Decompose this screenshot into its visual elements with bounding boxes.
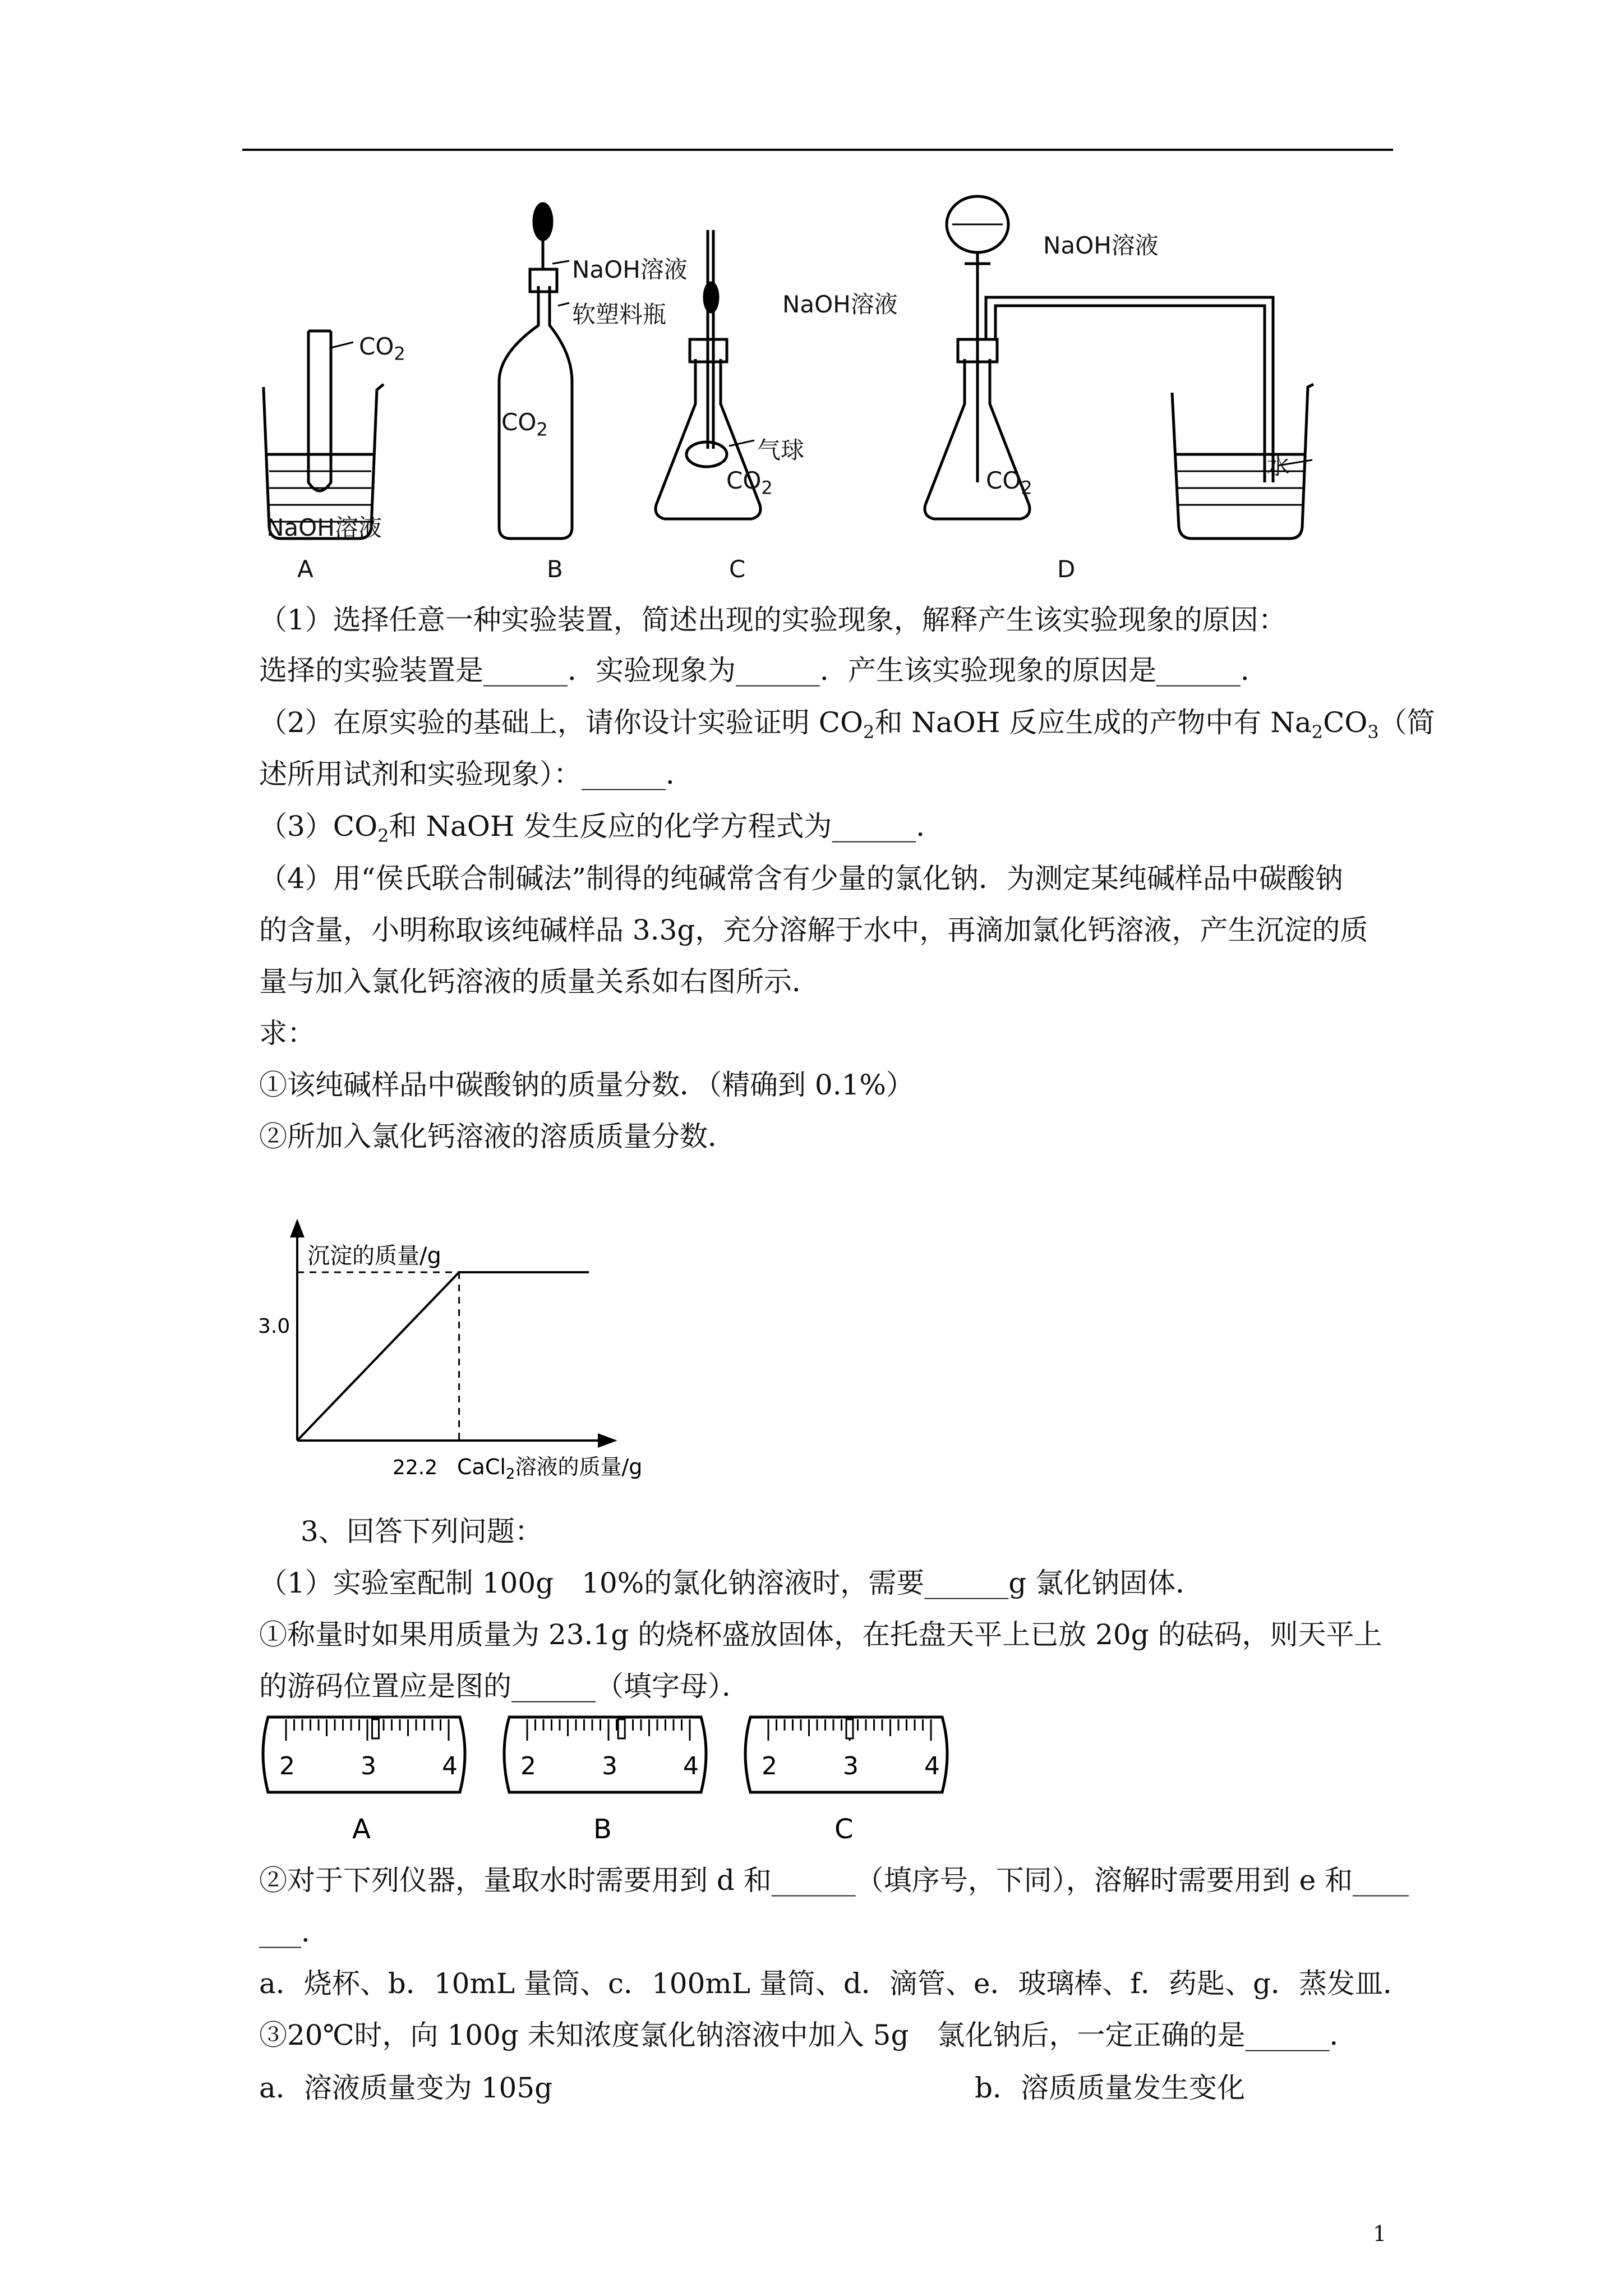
precipitate-chart bbox=[247, 1217, 673, 1481]
q2-line2: 述所用试剂和实验现象）：______． bbox=[259, 758, 694, 790]
rulers-figure bbox=[258, 1714, 965, 1854]
ruler-tick-label: 2 bbox=[762, 1752, 777, 1780]
apparatus-figure bbox=[247, 191, 1340, 595]
ruler-label: C bbox=[834, 1814, 854, 1845]
q1-line2: 选择的实验装置是______．实验现象为______．产生该实验现象的原因是______． bbox=[259, 654, 1269, 687]
ruler-tick-label: 4 bbox=[683, 1752, 699, 1780]
y-axis-label: 沉淀的质量/g bbox=[307, 1243, 441, 1269]
co2-label-a: $CO_2$ bbox=[359, 333, 405, 365]
q3-line: $(3)CO_2$和 NaOH 发生反应的化学方程式为______． bbox=[259, 810, 944, 846]
s3-instr2: ___． bbox=[259, 1916, 329, 1948]
ask-line: 求： bbox=[259, 1017, 315, 1050]
s3-weigh2: 的游码位置应是图的______（填字母）． bbox=[259, 1670, 750, 1703]
naoh-label-a: NaOH溶液 bbox=[266, 514, 382, 541]
ruler-label: A bbox=[352, 1814, 371, 1845]
balloon-label: 气球 bbox=[757, 436, 805, 464]
s3-20c: ③20℃时，向 100g 未知浓度氯化钠溶液中加入 5g 氯化钠后，一定正确的是______． bbox=[259, 2019, 1358, 2051]
x-axis-label: CaCl$_2$溶液的质量/g bbox=[457, 1455, 643, 1481]
apparatus-label-b: B bbox=[547, 555, 563, 583]
s3-title: 3、回答下列问题： bbox=[301, 1515, 543, 1548]
ruler-a bbox=[263, 1717, 465, 1845]
s3-options: a．烧杯、b．10mL 量筒、c．100mL 量筒、d．滴管、e．玻璃棒、f．药匙、g．蒸发皿． bbox=[259, 1967, 1412, 2000]
apparatus-label-d: D bbox=[1057, 555, 1076, 583]
q4-line2: 的含量，小明称取该纯碱样品 3.3g，充分溶解于水中，再滴加氯化钙溶液，产生沉淀的质 bbox=[259, 914, 1368, 946]
ruler-b bbox=[504, 1717, 706, 1845]
apparatus-label-c: C bbox=[729, 555, 746, 583]
ruler-tick-label: 4 bbox=[924, 1752, 940, 1780]
series-line bbox=[297, 1272, 589, 1441]
ask1-line: ①该纯碱样品中碳酸钠的质量分数．（精确到 0.1%） bbox=[259, 1069, 914, 1101]
header-rule bbox=[242, 149, 1393, 151]
ruler-tick-label: 3 bbox=[361, 1752, 376, 1780]
ruler-c bbox=[745, 1717, 947, 1845]
option-a: a．溶液质量变为 105g bbox=[259, 2072, 553, 2104]
q2-line1: （2）在原实验的基础上，请你设计实验证明 $CO_2$和 NaOH 反应生成的产物中有 $Na_2CO_3$（简 bbox=[259, 706, 1435, 743]
ruler-tick-label: 3 bbox=[602, 1752, 617, 1780]
naoh-label-d: NaOH溶液 bbox=[1043, 232, 1159, 259]
ruler-tick-label: 2 bbox=[520, 1752, 536, 1780]
page-number: 1 bbox=[1373, 2221, 1387, 2246]
option-b: b．溶质质量发生变化 bbox=[975, 2072, 1246, 2104]
x-tick-label: 22.2 bbox=[393, 1456, 438, 1479]
apparatus-label-a: A bbox=[297, 555, 313, 583]
s3-q1: （1）实验室配制 100g 10%的氯化钠溶液时，需要______g 氯化钠固体． bbox=[259, 1567, 1204, 1599]
ruler-label: B bbox=[593, 1814, 612, 1845]
ruler-tick-label: 4 bbox=[442, 1752, 458, 1780]
q1-line1: （1）选择任意一种实验装置，简述出现的实验现象，解释产生该实验现象的原因： bbox=[259, 604, 1287, 636]
naoh-label-b: NaOH溶液 bbox=[572, 256, 688, 283]
ruler-tick-label: 2 bbox=[279, 1752, 295, 1780]
water-label: 水 bbox=[1266, 452, 1290, 480]
y-tick-label: 3.0 bbox=[258, 1315, 291, 1338]
co2-label-d: $CO_2$ bbox=[986, 467, 1032, 499]
co2-label-b: $CO_2$ bbox=[501, 408, 548, 440]
ruler-tick-label: 3 bbox=[843, 1752, 859, 1780]
q4-line3: 量与加入氯化钙溶液的质量关系如右图所示． bbox=[259, 965, 820, 998]
q4-line1: （4）用“侯氏联合制碱法”制得的纯碱常含有少量的氯化钠．为测定某纯碱样品中碳酸钠 bbox=[259, 862, 1343, 895]
s3-instr1: ②对于下列仪器，量取水时需要用到 d 和______（填序号，下同），溶解时需要用到 e 和____ bbox=[259, 1864, 1409, 1897]
s3-weigh1: ①称量时如果用质量为 23.1g 的烧杯盛放固体，在托盘天平上已放 20g 的砝码，则天平上 bbox=[259, 1618, 1382, 1651]
naoh-label-c: NaOH溶液 bbox=[782, 291, 898, 318]
soft-bottle-label: 软塑料瓶 bbox=[572, 301, 667, 328]
co2-label-c: $CO_2$ bbox=[726, 467, 773, 499]
ask2-line: ②所加入氯化钙溶液的溶质质量分数． bbox=[259, 1120, 736, 1153]
